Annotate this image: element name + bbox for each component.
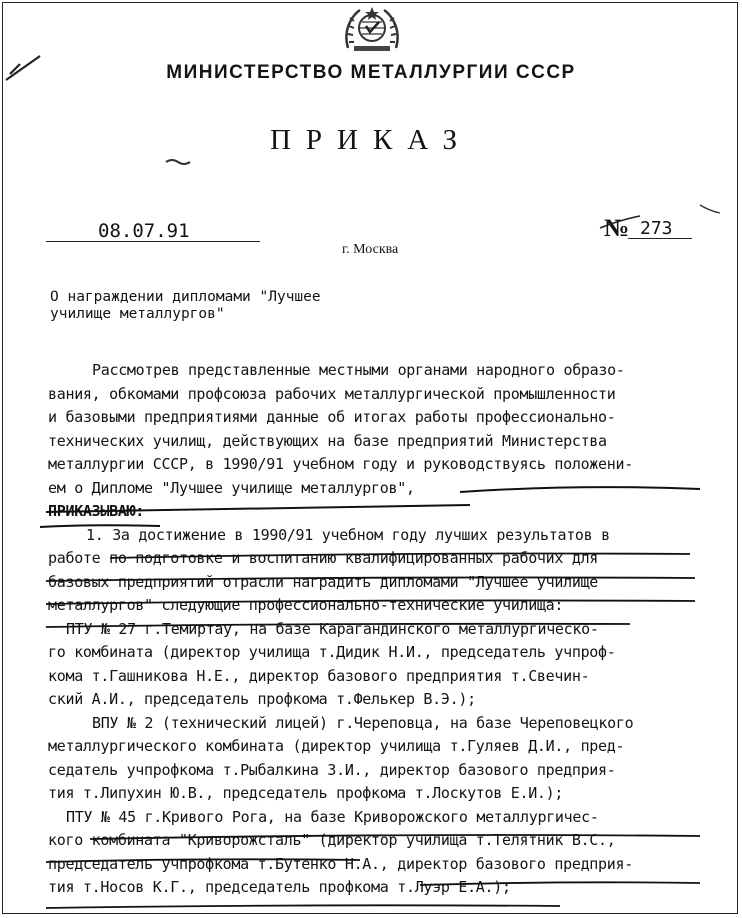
underline-mark [46, 624, 630, 627]
body-line: металлургии СССР, в 1990/91 учебном году и руководствуясь положени- [48, 455, 633, 473]
body-line: ский А.И., председатель профкома т.Фелькер В.Э.); [48, 690, 476, 708]
body-line: кого комбината "Криворожсталь" (директор училища т.Телятник В.С., [48, 831, 616, 849]
body-line: базовых предприятий отрасли наградить дипломами "Лучшее училище [48, 572, 599, 591]
ink-squiggle [700, 205, 720, 213]
underline-mark [110, 554, 690, 559]
body-line: кома т.Гашникова Н.Е., директор базового предприятия т.Свечин- [48, 666, 590, 685]
underline-mark [46, 905, 560, 908]
directive-heading: ПРИКАЗЫВАЮ: [48, 502, 145, 520]
underline-mark [460, 487, 700, 492]
body-line: ПТУ № 27 г.Темиртау, на базе Карагандинского металлургическо- [66, 619, 599, 638]
body-line: 1. За достижение в 1990/91 учебном году лучших результатов в [86, 525, 610, 544]
body-line: ПТУ № 45 г.Кривого Рога, на базе Криворожского металлургичес- [66, 807, 599, 826]
number-sign: № [604, 215, 630, 242]
body-line: работе по подготовке и воспитанию квалифицированных рабочих для [48, 549, 599, 567]
body-line: и базовыми предприятиями данные об итогах работы профессионально- [48, 408, 616, 426]
body-line: вания, обкомами профсоюза рабочих металлургической промышленности [48, 384, 616, 403]
body-line: тия т.Носов К.Г., председатель профкома т.Луэр Е.А.); [48, 878, 511, 896]
body-line: тия т.Липухин Ю.В., председатель профкома т.Лоскутов Е.И.); [48, 784, 564, 802]
body-line: председатель учпрофкома т.Бутенко Н.А., директор базового предприя- [48, 854, 633, 873]
order-date: 08.07.91 [98, 220, 190, 242]
ink-squiggle [166, 160, 190, 164]
underline-mark [46, 505, 470, 512]
body-line: ВПУ № 2 (технический лицей) г.Череповца, на базе Череповецкого [92, 713, 634, 732]
underline-mark [420, 882, 700, 885]
order-number: 273 [640, 218, 673, 239]
subject-line: О награждении дипломами "Лучшее [50, 289, 321, 305]
number-stroke [600, 216, 640, 228]
body-line: металлургического комбината (директор училища т.Гуляев Д.И., пред- [48, 737, 625, 755]
underline-mark [46, 600, 695, 604]
body-line: ем о Дипломе "Лучшее училище металлургов", [48, 478, 415, 497]
subject-line: училище металлургов" [50, 306, 225, 322]
pen-mark-icon [6, 56, 40, 80]
underline-mark [40, 525, 160, 527]
ministry-name: МИНИСТЕРСТВО МЕТАЛЛУРГИИ СССР [166, 62, 576, 83]
body-line: Рассмотрев представленные местными органами народного образо- [92, 361, 625, 379]
underline-mark [90, 835, 700, 839]
body-line: технических училищ, действующих на базе предприятий Министерства [48, 431, 607, 450]
body-line: металлургов" следующие профессионально-технические училища: [48, 596, 564, 614]
document-title: ПРИКАЗ [269, 124, 473, 156]
body-line: седатель учпрофкома т.Рыбалкина З.И., директор базового предприя- [48, 760, 616, 779]
body-line: го комбината (директор училища т.Дидик Н.И., председатель учпроф- [48, 643, 616, 661]
order-city: г. Москва [342, 242, 399, 257]
underline-mark [46, 577, 695, 581]
underline-mark [46, 859, 360, 862]
